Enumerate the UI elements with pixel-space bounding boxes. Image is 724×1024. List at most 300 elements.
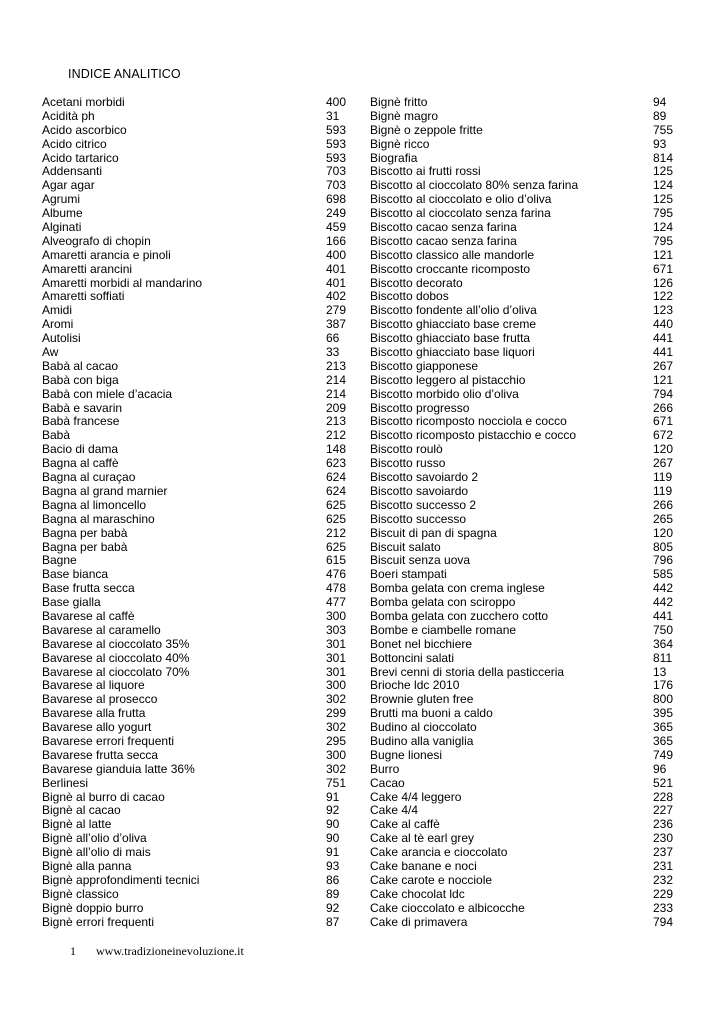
index-entry [370,471,675,485]
index-entry [370,749,675,763]
index-term: Bonet nel bicchiere [370,636,473,651]
index-page-number: 302 [326,720,347,735]
index-entry [42,443,348,457]
index-term: Bagna al grand marnier [42,483,168,498]
index-page-number: 400 [326,95,347,109]
index-page-number: 233 [653,900,674,915]
index-page-number: 301 [326,636,347,651]
index-entry [370,193,675,207]
index-term: Bottoncini salati [370,650,455,665]
index-page-number: 794 [653,914,674,929]
index-term: Biscotto savoiardo 2 [370,470,479,485]
index-page-number: 33 [326,345,340,360]
index-page-number: 119 [653,470,673,485]
index-page-number: 209 [326,400,347,415]
index-term: Cake 4/4 leggero [370,789,462,804]
index-term: Biscotto ricomposto pistacchio e cocco [370,428,577,443]
index-page-number: 624 [326,483,347,498]
index-page-number: 805 [653,539,674,554]
index-entry [370,610,675,624]
index-entry [42,471,348,485]
index-page-number: 90 [326,817,340,832]
index-term: Base gialla [42,595,101,610]
index-page-number: 124 [653,178,674,193]
index-term: Biscotto ghiacciato base creme [370,317,537,332]
index-page-number: 698 [326,192,347,207]
index-page-number: 303 [326,622,347,637]
index-term: Brevi cenni di storia della pasticceria [370,664,565,679]
index-term: Biscuit salato [370,539,441,554]
index-entry [370,110,675,124]
index-entry [42,791,348,805]
index-entry [42,818,348,832]
index-page-number: 302 [326,761,347,776]
index-entry [370,652,675,666]
index-entry [370,124,675,138]
index-page-number: 625 [326,497,347,512]
index-entry [370,763,675,777]
index-term: Bavarese al liquore [42,678,145,693]
index-entry [370,499,675,513]
index-term: Cake carote e nocciole [370,872,493,887]
index-entry [370,457,675,471]
page-title: INDICE ANALITICO [68,67,181,81]
index-entry [370,596,675,610]
index-term: Bavarese al caffè [42,608,135,623]
index-entry [42,902,348,916]
index-page-number: 227 [653,803,674,818]
index-term: Autolisi [42,331,81,346]
index-entry [370,249,675,263]
index-term: Bacio di dama [42,442,119,457]
index-page-number: 300 [326,678,347,693]
index-page-number: 442 [653,595,674,610]
index-entry [370,179,675,193]
index-entry [42,290,348,304]
index-term: Base frutta secca [42,581,135,596]
index-term: Cake banane e noci [370,858,477,873]
index-term: Bignè al cacao [42,803,121,818]
index-entry [370,318,675,332]
index-term: Bavarese alla frutta [42,706,146,721]
index-page-number: 365 [653,720,674,735]
index-entry [370,415,675,429]
index-entry [42,679,348,693]
index-term: Brownie gluten free [370,692,474,707]
index-page-number: 237 [653,845,674,860]
index-entry [42,804,348,818]
index-page-number: 125 [653,192,674,207]
index-page-number: 90 [326,831,340,846]
index-term: Babà con miele d’acacia [42,386,173,401]
index-entry [370,902,675,916]
index-page-number: 402 [326,289,347,304]
index-page-number: 796 [653,553,674,568]
index-entry [42,832,348,846]
index-term: Bignè al burro di cacao [42,789,165,804]
index-page-number: 266 [653,400,674,415]
index-term: Biscotto successo [370,511,467,526]
index-page-number: 249 [326,206,347,221]
index-page-number: 121 [653,372,674,387]
index-page-number: 236 [653,817,674,832]
index-term: Amidi [42,303,73,318]
index-entry [370,263,675,277]
index-entry [370,624,675,638]
index-page-number: 755 [653,122,674,137]
footer-website: www.tradizioneinevoluzione.it [96,944,244,958]
index-term: Bavarese al cioccolato 70% [42,664,190,679]
index-term: Berlinesi [42,775,89,790]
index-term: Cake al tè earl grey [370,831,475,846]
index-entry [370,707,675,721]
index-page-number: 120 [653,525,674,540]
index-entry [370,443,675,457]
index-page-number: 459 [326,220,347,235]
index-page-number: 387 [326,317,347,332]
index-page-number: 593 [326,122,347,137]
index-term: Biscotto al cioccolato senza farina [370,206,551,221]
index-term: Biscotto giapponese [370,358,479,373]
index-entry [370,804,675,818]
index-page-number: 231 [653,858,674,873]
index-term: Cake 4/4 [370,803,419,818]
index-term: Cake di primavera [370,914,468,929]
index-term: Amaretti arancini [42,261,133,276]
index-entry [42,249,348,263]
index-term: Biscotto cacao senza farina [370,220,517,235]
index-term: Bavarese al cioccolato 35% [42,636,190,651]
index-term: Bavarese gianduia latte 36% [42,761,195,776]
index-page-number: 86 [326,872,340,887]
index-entry [42,402,348,416]
index-entry [42,207,348,221]
index-term: Burro [370,761,400,776]
index-term: Biscotto roulò [370,442,443,457]
index-term: Bomba gelata con sciroppo [370,595,516,610]
index-page-number: 213 [326,414,347,429]
index-term: Acetani morbidi [42,95,125,109]
index-page-number: 299 [326,706,347,721]
index-page-number: 119 [653,483,673,498]
index-page-number: 212 [326,525,347,540]
index-entry [370,568,675,582]
index-entry [42,165,348,179]
index-entry [42,624,348,638]
index-page-number: 93 [653,136,667,151]
index-term: Brutti ma buoni a caldo [370,706,493,721]
index-entry [370,582,675,596]
index-page-number: 671 [653,261,674,276]
index-entry [370,152,675,166]
index-entry [370,485,675,499]
index-entry [370,874,675,888]
index-entry [42,179,348,193]
index-entry [42,415,348,429]
index-entry [42,513,348,527]
index-entry [370,791,675,805]
index-entry [42,138,348,152]
index-term: Biscotto ricomposto nocciola e cocco [370,414,567,429]
index-page-number: 295 [326,733,347,748]
index-term: Bignè approfondimenti tecnici [42,872,200,887]
index-entry [370,888,675,902]
index-term: Cake cioccolato e albicocche [370,900,525,915]
index-entry [42,666,348,680]
index-term: Budino al cioccolato [370,720,477,735]
index-term: Bignè doppio burro [42,900,144,915]
index-page-number: 267 [653,358,674,373]
index-entry [42,721,348,735]
index-page-number: 92 [326,803,340,818]
index-term: Alginati [42,220,82,235]
index-page-number: 93 [326,858,340,873]
index-entry [42,874,348,888]
index-term: Biscuit di pan di spagna [370,525,497,540]
index-page-number: 265 [653,511,674,526]
index-page-number: 625 [326,511,347,526]
index-term: Agar agar [42,178,95,193]
index-entry [42,263,348,277]
index-term: Cake chocolat ldc [370,886,465,901]
index-entry [42,541,348,555]
index-term: Bignè all’olio d’oliva [42,831,147,846]
index-column-left [42,96,348,929]
index-page-number: 123 [653,303,674,318]
index-term: Bagna al curaçao [42,470,136,485]
index-page-number: 521 [653,775,674,790]
index-page-number: 794 [653,386,674,401]
index-page-number: 266 [653,497,674,512]
index-entry [42,193,348,207]
index-entry [42,318,348,332]
index-term: Biscotto russo [370,456,446,471]
index-entry [42,124,348,138]
index-page-number: 214 [326,386,347,401]
index-entry [42,235,348,249]
index-page-number: 364 [653,636,674,651]
index-entry [42,304,348,318]
index-page-number: 212 [326,428,347,443]
index-entry [370,541,675,555]
index-page-number: 814 [653,150,674,165]
index-term: Bombe e ciambelle romane [370,622,517,637]
index-page-number: 400 [326,247,347,262]
index-term: Aw [42,345,59,360]
index-page-number: 441 [653,608,674,623]
index-page-number: 229 [653,886,674,901]
index-entry [370,721,675,735]
index-page-number: 125 [653,164,674,179]
index-entry [370,402,675,416]
index-page-number: 230 [653,831,674,846]
index-page-number: 671 [653,414,674,429]
index-page-number: 800 [653,692,674,707]
index-entry [42,582,348,596]
index-entry [42,332,348,346]
index-term: Cake al caffè [370,817,440,832]
index-page-number: 476 [326,567,347,582]
index-term: Bignè o zeppole fritte [370,122,483,137]
index-page-number: 120 [653,442,674,457]
index-term: Alveografo di chopin [42,233,151,248]
index-term: Bagna al caffè [42,456,119,471]
index-term: Budino alla vaniglia [370,733,474,748]
index-page-number: 751 [326,775,347,790]
index-term: Biscotto ghiacciato base liquori [370,345,535,360]
index-page-number: 213 [326,358,347,373]
index-entry [370,346,675,360]
index-page-number: 214 [326,372,347,387]
index-entry [42,610,348,624]
index-term: Babà e savarin [42,400,123,415]
index-page-number: 126 [653,275,674,290]
index-entry [370,374,675,388]
index-entry [42,693,348,707]
index-page-number: 365 [653,733,674,748]
index-entry [42,763,348,777]
index-term: Babà con biga [42,372,119,387]
index-entry [370,138,675,152]
index-entry [370,207,675,221]
index-page-number: 442 [653,581,674,596]
index-entry [370,235,675,249]
index-page-number: 811 [653,650,673,665]
index-page-number: 795 [653,233,674,248]
index-page-number: 66 [326,331,340,346]
index-entry [42,96,348,110]
index-term: Bignè all’olio di mais [42,845,151,860]
index-entry [42,360,348,374]
index-page-number: 585 [653,567,674,582]
index-term: Bavarese al caramello [42,622,161,637]
index-term: Brioche ldc 2010 [370,678,460,693]
index-page-number: 672 [653,428,674,443]
index-entry [42,888,348,902]
index-page-number: 593 [326,136,347,151]
index-entry [370,860,675,874]
page-number: 1 [70,944,76,958]
index-term: Acidità ph [42,108,95,123]
index-entry [42,554,348,568]
index-term: Boeri stampati [370,567,447,582]
index-term: Biscotto progresso [370,400,470,415]
index-term: Babà al cacao [42,358,119,373]
index-term: Cacao [370,775,405,790]
index-term: Bignè errori frequenti [42,914,155,929]
index-page-number: 96 [653,761,667,776]
index-term: Biscotto successo 2 [370,497,477,512]
index-entry [370,277,675,291]
index-page-number: 300 [326,608,347,623]
index-term: Addensanti [42,164,103,179]
index-entry [370,693,675,707]
index-entry [370,666,675,680]
index-page-number: 615 [326,553,347,568]
index-page-number: 401 [326,275,347,290]
index-page-number: 593 [326,150,347,165]
index-page-number: 703 [326,178,347,193]
index-entry [42,916,348,930]
index-page-number: 148 [326,442,347,457]
index-page-number: 795 [653,206,674,221]
index-term: Base bianca [42,567,109,582]
index-term: Bavarese al prosecco [42,692,158,707]
index-entry [42,860,348,874]
index-entry [42,735,348,749]
index-page-number: 401 [326,261,347,276]
index-column-right [370,96,675,929]
index-term: Biscotto morbido olio d’oliva [370,386,519,401]
index-page-number: 749 [653,747,674,762]
index-term: Bugne lionesi [370,747,443,762]
index-term: Biscotto leggero al pistacchio [370,372,526,387]
index-page-number: 279 [326,303,347,318]
index-term: Biscotto dobos [370,289,449,304]
index-term: Biscotto croccante ricomposto [370,261,531,276]
index-page-number: 300 [326,747,347,762]
index-entry [370,513,675,527]
index-entry [370,96,675,110]
index-term: Babà francese [42,414,120,429]
index-page-number: 703 [326,164,347,179]
index-page-number: 91 [326,789,340,804]
index-entry [370,846,675,860]
index-entry [370,818,675,832]
index-entry [42,749,348,763]
index-page-number: 176 [653,678,674,693]
index-page-number: 89 [326,886,340,901]
index-page-number: 87 [326,914,340,929]
index-entry [370,429,675,443]
index-term: Bignè ricco [370,136,430,151]
index-entry [370,388,675,402]
index-term: Biscotto classico alle mandorle [370,247,535,262]
index-page-number: 301 [326,664,347,679]
index-term: Biografia [370,150,418,165]
index-term: Acido ascorbico [42,122,127,137]
index-term: Cake arancia e cioccolato [370,845,508,860]
index-term: Biscotto cacao senza farina [370,233,517,248]
index-entry [42,485,348,499]
index-term: Acido tartarico [42,150,119,165]
index-term: Bavarese frutta secca [42,747,159,762]
index-entry [370,777,675,791]
index-term: Bavarese al cioccolato 40% [42,650,190,665]
index-entry [370,304,675,318]
index-term: Biscotto ghiacciato base frutta [370,331,531,346]
index-entry [370,165,675,179]
index-term: Agrumi [42,192,81,207]
index-page-number: 624 [326,470,347,485]
page-footer [70,944,244,959]
index-page-number: 166 [326,233,347,248]
index-entry [42,152,348,166]
index-page-number: 228 [653,789,674,804]
index-entry [42,568,348,582]
index-entry [370,638,675,652]
index-term: Bignè magro [370,108,439,123]
index-entry [370,554,675,568]
index-term: Bagna al limoncello [42,497,147,512]
index-entry [370,360,675,374]
index-term: Amaretti soffiati [42,289,125,304]
index-page-number: 13 [653,664,667,679]
index-entry [42,596,348,610]
index-term: Bavarese errori frequenti [42,733,175,748]
index-page-number: 301 [326,650,347,665]
index-page-number: 440 [653,317,674,332]
